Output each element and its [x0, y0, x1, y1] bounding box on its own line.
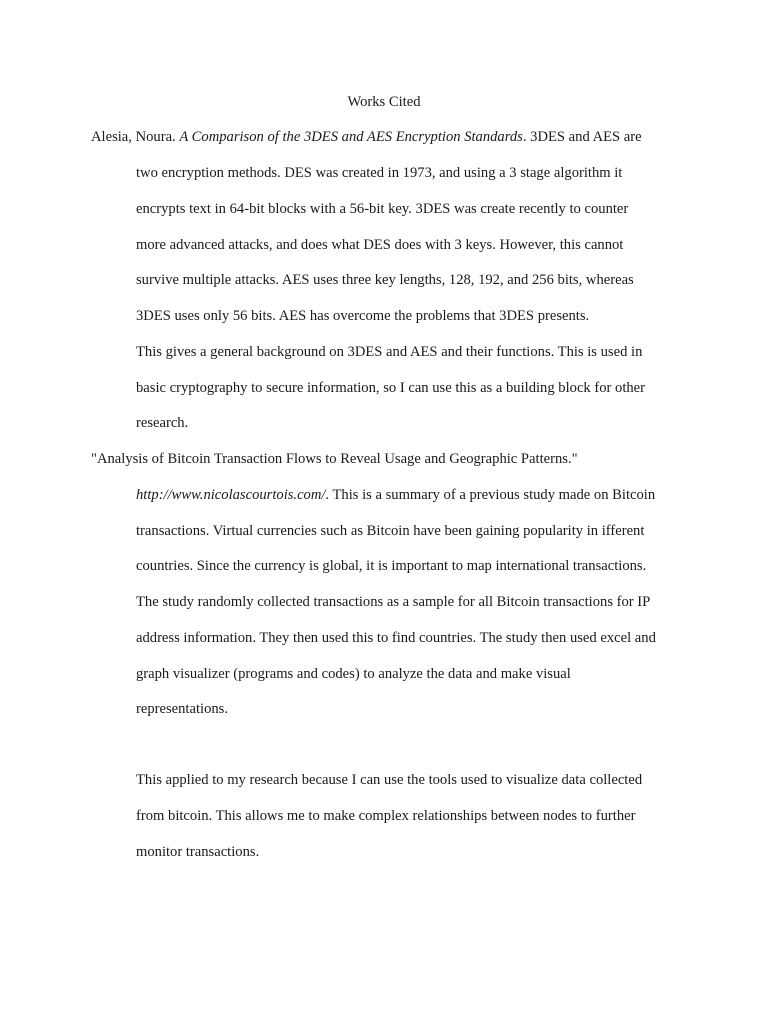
citation-2-annotation-line: representations.: [136, 701, 228, 717]
citation-1-first-line-rest: . 3DES and AES are: [522, 129, 642, 145]
citation-2-annotation-line: graph visualizer (programs and codes) to analyze the data and make visual: [136, 666, 571, 682]
citation-2-application-line: from bitcoin. This allows me to make complex relationships between nodes to further: [136, 808, 636, 824]
citation-2-application-line: This applied to my research because I can use the tools used to visualize data collected: [136, 772, 643, 788]
page-title: Works Cited: [347, 94, 421, 110]
citation-1-annotation-line: survive multiple attacks. AES uses three key lengths, 128, 192, and 256 bits, whereas: [136, 272, 634, 288]
citation-1-annotation-line: This gives a general background on 3DES and AES and their functions. This is used in: [136, 344, 643, 360]
citation-1-annotation-line: two encryption methods. DES was created in 1973, and using a 3 stage algorithm it: [136, 165, 623, 181]
citation-1-title: A Comparison of the 3DES and AES Encryption Standards: [179, 129, 523, 145]
citation-2-annotation-line: address information. They then used this to find countries. The study then used excel and: [136, 630, 656, 646]
citation-1-author: Alesia, Noura.: [91, 129, 180, 145]
citation-1-annotation-line: research.: [136, 415, 189, 431]
citation-1-annotation-line: 3DES uses only 56 bits. AES has overcome the problems that 3DES presents.: [136, 308, 590, 324]
citation-1-annotation-line: encrypts text in 64-bit blocks with a 56-bit key. 3DES was create recently to counter: [136, 201, 629, 217]
citation-1-annotation-line: more advanced attacks, and does what DES does with 3 keys. However, this cannot: [136, 237, 624, 253]
citation-2-annotation-line: countries. Since the currency is global, it is important to map international transactions.: [136, 558, 647, 574]
citation-2-annotation-line: The study randomly collected transactions as a sample for all Bitcoin transactions for IP: [136, 594, 651, 610]
citation-2-url-line-rest: . This is a summary of a previous study made on Bitcoin: [325, 487, 656, 503]
citation-2-url: http://www.nicolascourtois.com/: [136, 487, 326, 503]
citation-2-annotation-line: transactions. Virtual currencies such as Bitcoin have been gaining popularity in ifferent: [136, 523, 645, 539]
citation-2-title-line: "Analysis of Bitcoin Transaction Flows to Reveal Usage and Geographic Patterns.": [91, 451, 578, 467]
citation-1-annotation-line: basic cryptography to secure information, so I can use this as a building block for other: [136, 380, 646, 396]
citation-2-url-line: [136, 486, 655, 504]
citation-2-application-line: monitor transactions.: [136, 844, 260, 860]
citation-1-first-line: [91, 128, 642, 146]
